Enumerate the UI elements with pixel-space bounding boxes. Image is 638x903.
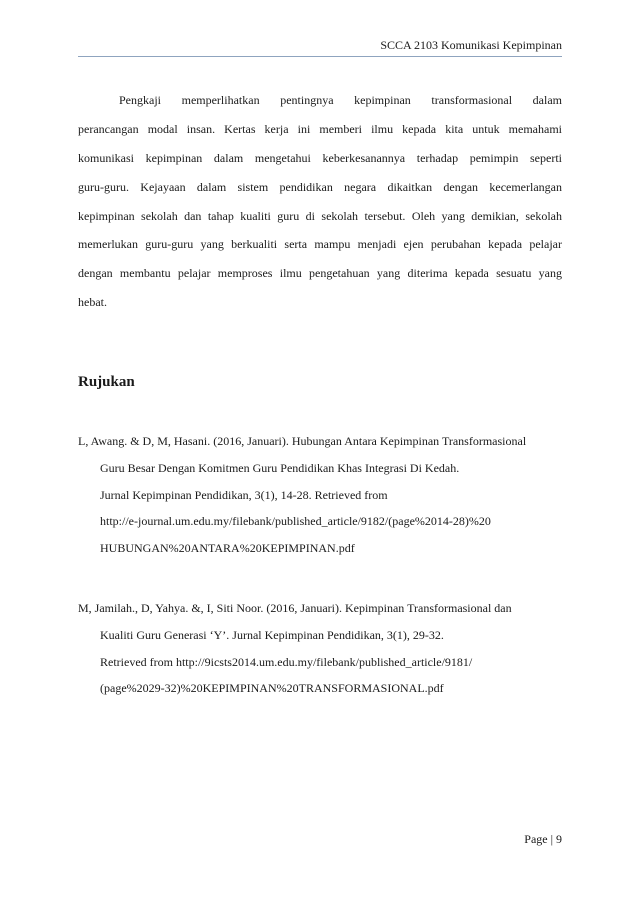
paragraph-line: guru-guru. Kejayaan dalam sistem pendidikan negara dikaitkan dengan kecemerlangan — [78, 179, 562, 194]
paragraph-line: kepimpinan sekolah dan tahap kualiti guru di sekolah tersebut. Oleh yang demikian, sekolah — [78, 208, 562, 223]
body-paragraph — [78, 86, 562, 317]
reference-entry — [78, 428, 562, 562]
reference-line: Jurnal Kepimpinan Pendidikan, 3(1), 14-28. Retrieved from — [100, 487, 388, 502]
reference-url-line: http://e-journal.um.edu.my/filebank/published_article/9182/(page%2014-28)%20 — [100, 514, 491, 529]
reference-url-line: HUBUNGAN%20ANTARA%20KEPIMPINAN.pdf — [100, 541, 355, 556]
reference-line: Kualiti Guru Generasi ‘Y’. Jurnal Kepimpinan Pendidikan, 3(1), 29-32. — [100, 627, 444, 642]
reference-line: M, Jamilah., D, Yahya. &, I, Siti Noor. (2016, Januari). Kepimpinan Transformasional dan — [78, 600, 512, 615]
paragraph-line: Pengkaji memperlihatkan pentingnya kepimpinan transformasional dalam — [119, 93, 562, 107]
reference-entry — [78, 595, 562, 702]
paragraph-line: hebat. — [78, 295, 107, 310]
reference-line: Guru Besar Dengan Komitmen Guru Pendidikan Khas Integrasi Di Kedah. — [100, 460, 460, 475]
paragraph-line: memerlukan guru-guru yang berkualiti serta mampu menjadi ejen perubahan kepada pelajar — [78, 237, 562, 252]
references-heading: Rujukan — [78, 374, 135, 390]
references-list — [78, 428, 562, 702]
paragraph-line: perancangan modal insan. Kertas kerja ini memberi ilmu kepada kita untuk memahami — [78, 121, 562, 136]
reference-url-line: Retrieved from http://9icsts2014.um.edu.my/filebank/published_article/9181/ — [100, 654, 473, 669]
paragraph-line: dengan membantu pelajar memproses ilmu pengetahuan yang diterima kepada sesuatu yang — [78, 266, 562, 281]
running-header: SCCA 2103 Komunikasi Kepimpinan — [78, 38, 562, 57]
reference-url-line: (page%2029-32)%20KEPIMPINAN%20TRANSFORMASIONAL.pdf — [100, 681, 444, 696]
reference-line: L, Awang. & D, M, Hasani. (2016, Januari). Hubungan Antara Kepimpinan Transformasional — [78, 434, 527, 448]
page-number: Page | 9 — [524, 832, 562, 846]
paragraph-line: komunikasi kepimpinan dalam mengetahui keberkesanannya terhadap pemimpin seperti — [78, 150, 562, 165]
